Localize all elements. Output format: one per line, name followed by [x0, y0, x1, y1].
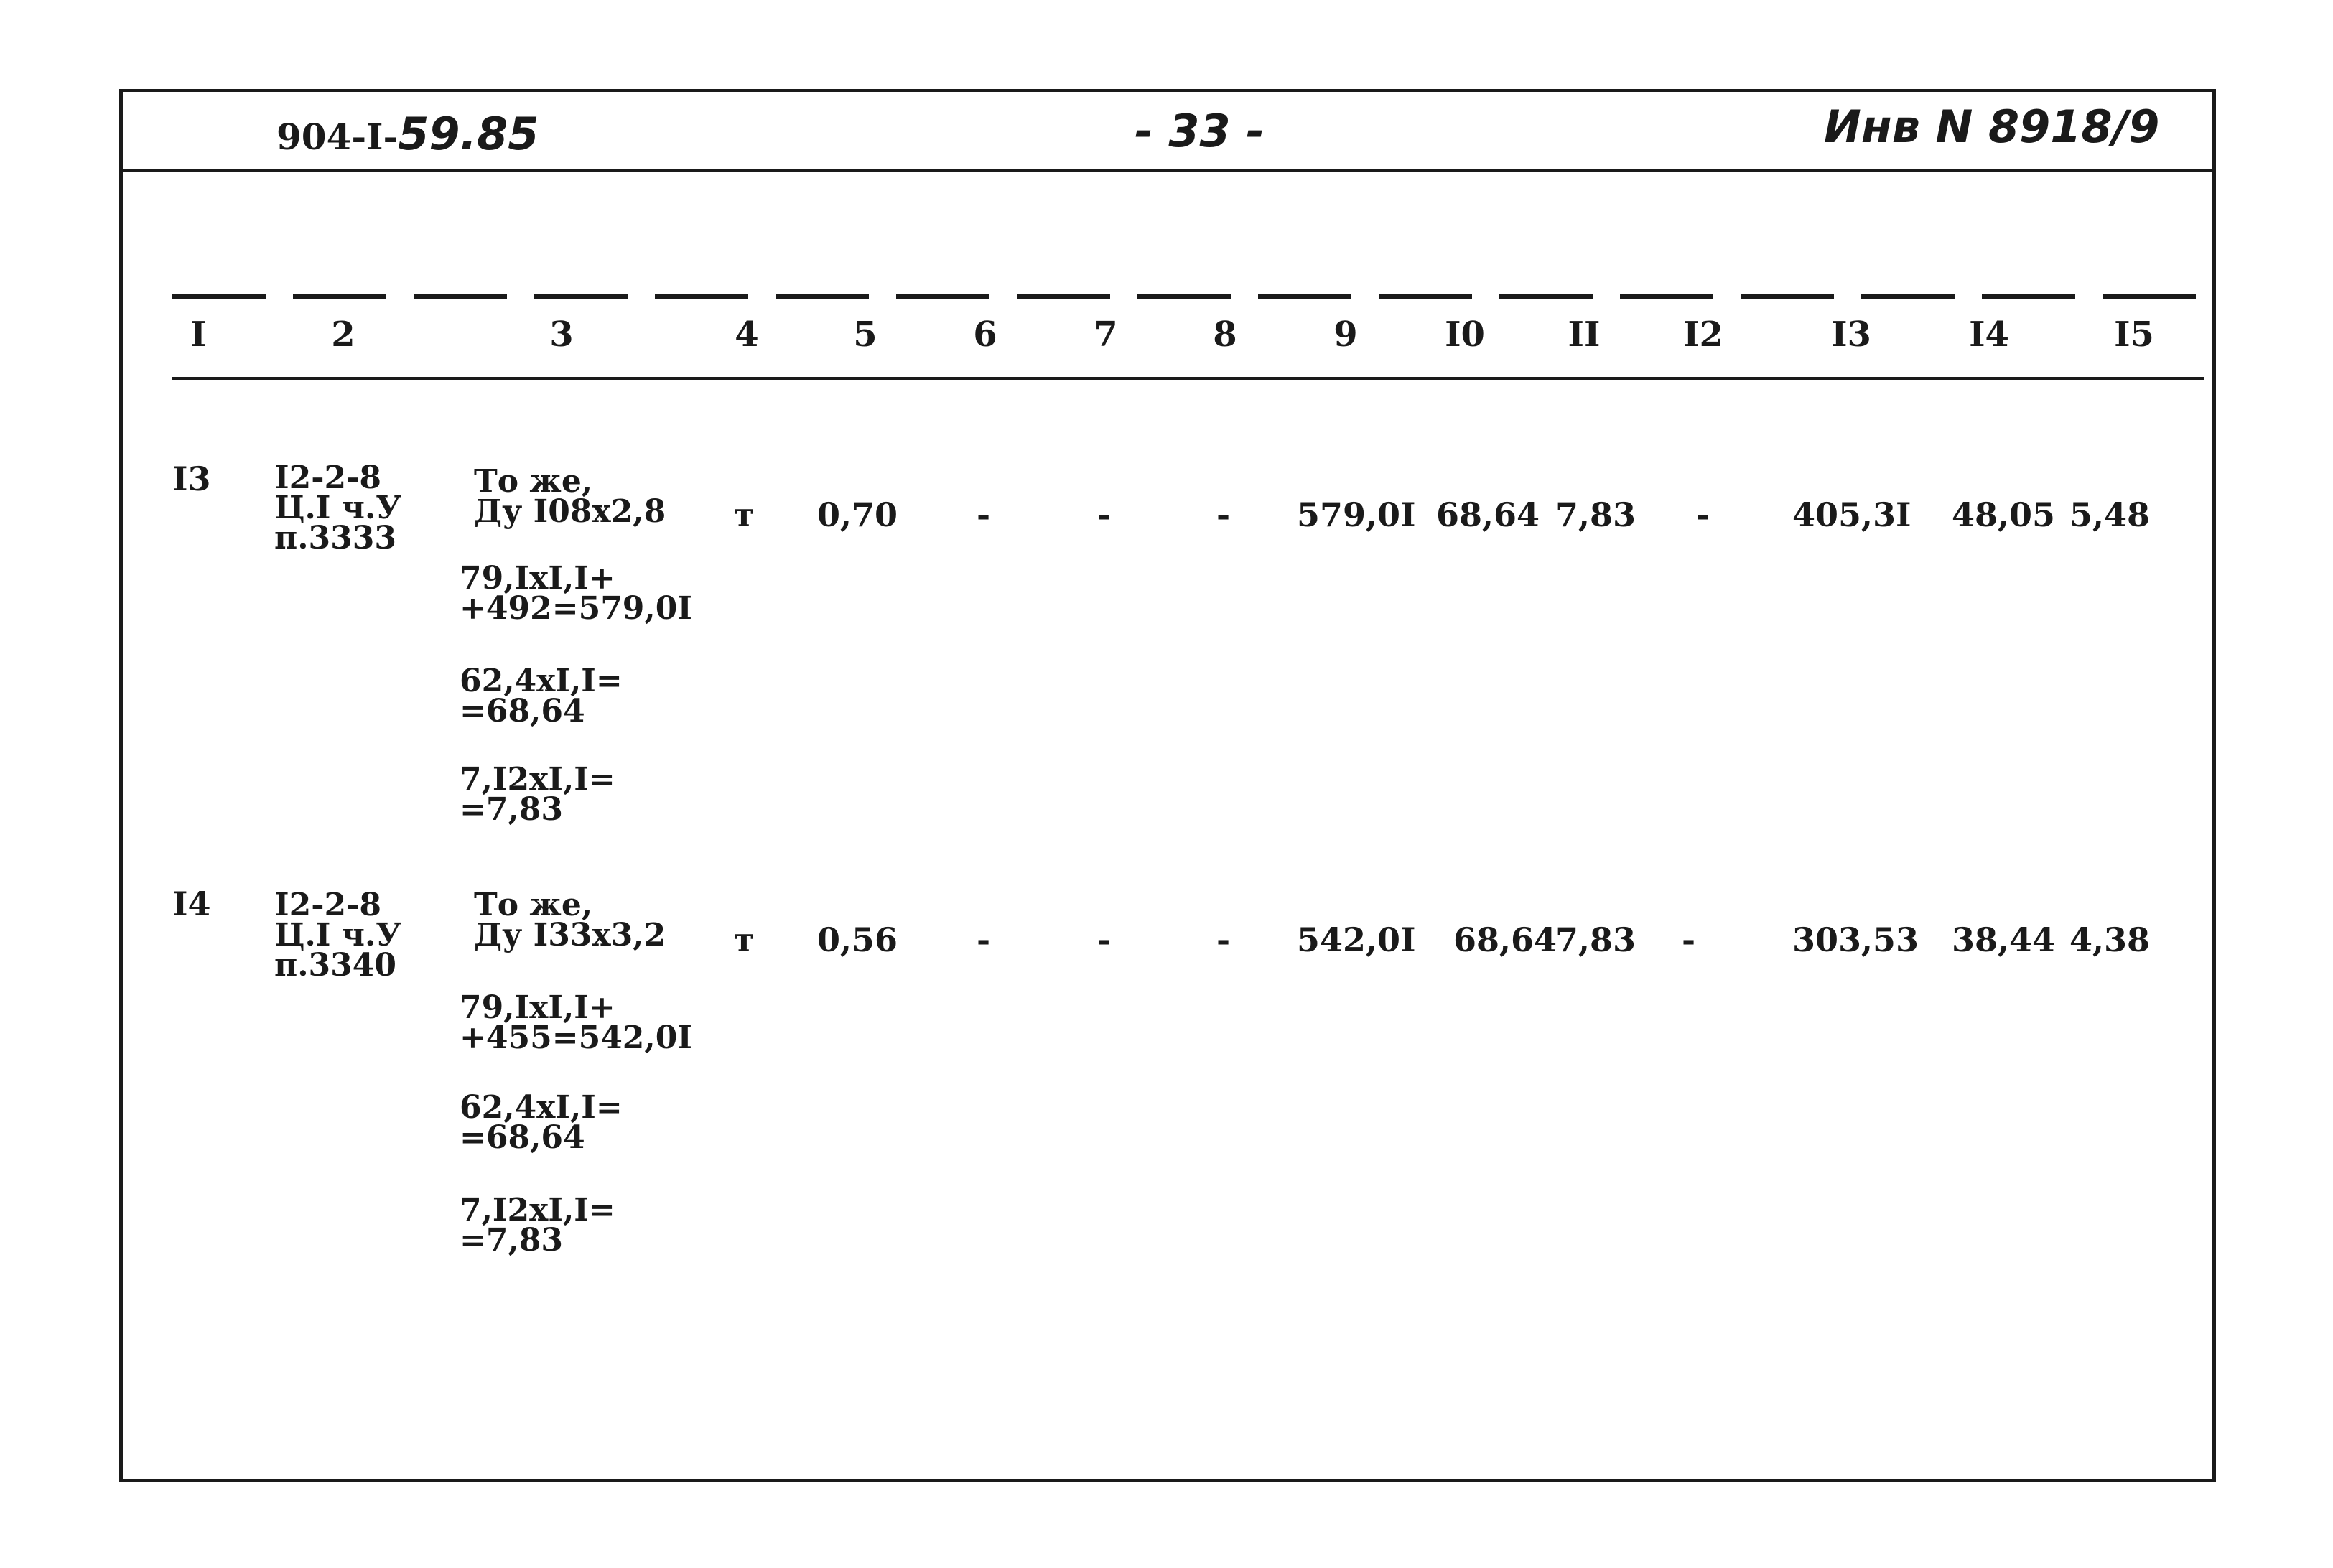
row-col8: -: [1216, 920, 1231, 959]
row-col12: -: [1682, 920, 1696, 959]
column-number: 7: [1094, 314, 1118, 355]
column-number: I5: [2114, 314, 2154, 355]
row-col9: 542,0I: [1297, 920, 1416, 959]
column-number: I4: [1969, 314, 2009, 355]
row-quantity: 0,56: [817, 920, 898, 959]
header-rule: [119, 169, 2216, 172]
calculation-note: 79,IxI,I+ +455=542,0I: [460, 989, 692, 1056]
column-number: I0: [1445, 314, 1485, 355]
column-number: 8: [1213, 314, 1237, 355]
row-col7: -: [1097, 495, 1112, 534]
calculation-note: 7,I2xI,I= =7,83: [460, 1192, 615, 1259]
row-number: I3: [172, 459, 211, 498]
document-code: [276, 108, 539, 160]
column-header-top-rule: [172, 294, 2204, 299]
row-col6: -: [977, 920, 991, 959]
row-reference: I2-2-8 Ц.I ч.У п.3333: [274, 459, 401, 556]
calculation-note: 62,4xI,I= =68,64: [460, 1089, 623, 1156]
calculation-note: 79,IxI,I+ +492=579,0I: [460, 560, 692, 627]
row-col10: 68,64: [1436, 495, 1540, 534]
column-number: 9: [1333, 314, 1358, 355]
page-number: - 33 -: [1135, 105, 1265, 157]
inventory-number: Инв N 8918/9: [1824, 101, 2160, 153]
column-number: I2: [1683, 314, 1723, 355]
column-number: 2: [331, 314, 355, 355]
column-number: II: [1568, 314, 1601, 355]
row-col11: 7,83: [1555, 495, 1636, 534]
row-col12: -: [1696, 495, 1710, 534]
row-reference: I2-2-8 Ц.I ч.У п.3340: [274, 887, 401, 984]
row-description: То же, Ду I33x3,2: [474, 887, 666, 953]
document-code-prefix: 904-I-: [276, 116, 399, 158]
row-description: То же, Ду I08x2,8: [474, 463, 666, 530]
row-col8: -: [1216, 495, 1231, 534]
column-number: 4: [735, 314, 759, 355]
row-col11: 7,83: [1555, 920, 1636, 959]
calculation-note: 62,4xI,I= =68,64: [460, 663, 623, 729]
column-number: 3: [549, 314, 574, 355]
document-code-suffix: 59.85: [398, 108, 539, 160]
row-col9: 579,0I: [1297, 495, 1416, 534]
row-col13: 303,53: [1792, 920, 1919, 959]
row-col14: 38,44: [1952, 920, 2056, 959]
row-col14: 48,05: [1952, 495, 2056, 534]
column-number: I: [190, 314, 207, 355]
row-col6: -: [977, 495, 991, 534]
row-quantity: 0,70: [817, 495, 898, 534]
row-unit: т: [734, 495, 755, 534]
row-col10: 68,64: [1453, 920, 1557, 959]
row-col15: 5,48: [2069, 495, 2151, 534]
row-unit: т: [734, 920, 755, 959]
row-col13: 405,3I: [1792, 495, 1911, 534]
column-number: I3: [1831, 314, 1871, 355]
row-col15: 4,38: [2069, 920, 2151, 959]
row-number: I4: [172, 885, 211, 923]
column-number: 5: [853, 314, 877, 355]
column-header-bottom-rule: [172, 377, 2204, 380]
row-col7: -: [1097, 920, 1112, 959]
column-number: 6: [973, 314, 997, 355]
calculation-note: 7,I2xI,I= =7,83: [460, 761, 615, 828]
